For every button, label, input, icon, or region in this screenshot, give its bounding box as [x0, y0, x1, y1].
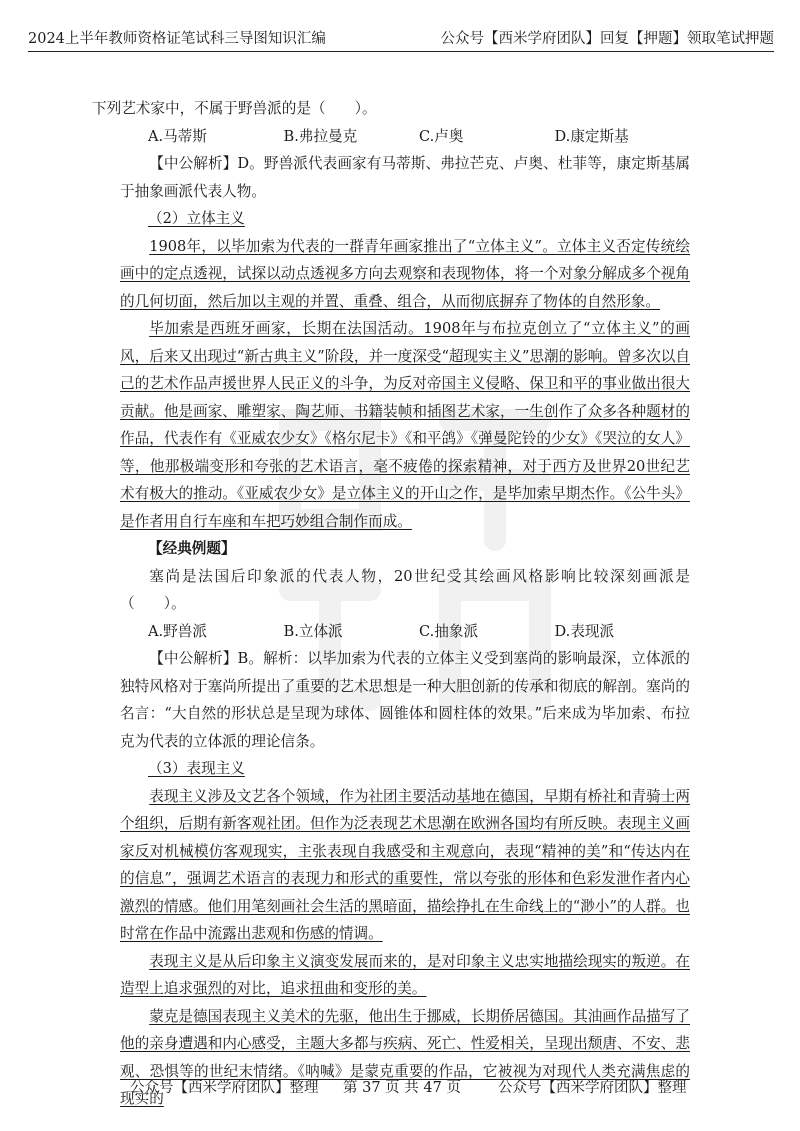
- header-title: 2024上半年教师资格证笔试科三导图知识汇编: [28, 31, 326, 47]
- footer-right: 公众号【西米学府团队】整理: [498, 1080, 687, 1096]
- option-c: C.卢奥: [419, 127, 464, 145]
- expressionism-paragraph-2: 表现主义是从后印象主义演变发展而来的，是对印象主义忠实地描绘现实的叛逆。在造型上追求强烈的对比，追求扭曲和变形的美。: [120, 952, 690, 997]
- example-options: [120, 618, 690, 646]
- example-analysis: 【中公解析】B。解析：以毕加索为代表的立体主义受到塞尚的影响最深，立体派的独特风格对于塞尚所提出了重要的艺术思想是一种大胆创新的传承和彻底的解剖。塞尚的名言：“大自然的形状总是呈现为球体、圆锥体和圆柱体的效果。”后来成为毕加索、布拉克为代表的立体派的理论信条。: [120, 650, 690, 750]
- example-option-c: C.抽象派: [419, 622, 479, 640]
- page-number: 第 37 页 共 47 页: [343, 1080, 461, 1096]
- page-header: [28, 22, 774, 52]
- expressionism-paragraph-1: 表现主义涉及文艺各个领域，作为社团主要活动基地在德国，早期有桥社和青骑士两个组织，后期有新客观社团。但作为泛表现艺术思潮在欧洲各国均有所反映。表现主义画家反对机械模仿客观现实，主张表现自我感受和主观意向，表现“精神的美”和“传达内在的信息”，强调艺术语言的表现力和形式的重要性，常以夸张的形体和色彩发泄作者内心激烈的情感。他们用笔刻画社会生活的黑暗面，描绘挣扎在生命线上的“渺小”的人群。也时常在作品中流露出悲观和伤感的情调。: [120, 787, 690, 942]
- question-analysis: 【中公解析】D。野兽派代表画家有马蒂斯、弗拉芒克、卢奥、杜菲等，康定斯基属于抽象画派代表人物。: [120, 155, 690, 200]
- section-heading-expressionism: （3）表现主义: [148, 760, 245, 777]
- question-options: [120, 123, 690, 151]
- example-stem: 塞尚是法国后印象派的代表人物，20世纪受其绘画风格影响比较深刻画派是（ ）。: [120, 567, 690, 612]
- option-a: A.马蒂斯: [148, 127, 207, 145]
- footer-left: 公众号【西米学府团队】整理: [130, 1080, 319, 1096]
- example-option-d: D.表现派: [554, 622, 615, 640]
- cubism-paragraph-1: 1908年，以毕加索为代表的一群青年画家推出了“立体主义”。立体主义否定传统绘画中的定点透视，试探以动点透视多方向去观察和表现物体，将一个对象分解成多个视角的几何切面，然后加以主观的并置、重叠、组合，从而彻底摒弃了物体的自然形象。: [120, 237, 690, 310]
- document-body: [92, 95, 690, 1113]
- example-option-b: B.立体派: [283, 622, 343, 640]
- option-b: B.弗拉曼克: [283, 127, 358, 145]
- cubism-paragraph-2: 毕加索是西班牙画家，长期在法国活动。1908年与布拉克创立了“立体主义”的画风，后来又出现过“新古典主义”阶段，并一度深受“超现实主义”思潮的影响。曾多次以自己的艺术作品声援世界人民正义的斗争，为反对帝国主义侵略、保卫和平的事业做出很大贡献。他是画家、雕塑家、陶艺师、书籍装帧和插图艺术家，一生创作了众多各种题材的作品，代表作有《亚威农少女》《格尔尼卡》《和平鸽》《弹曼陀铃的少女》《哭泣的女人》等，他那极端变形和夸张的艺术语言，毫不疲倦的探索精神，对于西方及世界20世纪艺术有极大的推动。《亚威农少女》是立体主义的开山之作，是毕加索早期杰作。《公牛头》是作者用自行车座和车把巧妙组合制作而成。: [120, 320, 690, 530]
- option-d: D.康定斯基: [554, 127, 629, 145]
- header-promo: 公众号【西米学府团队】回复【押题】领取笔试押题: [440, 31, 774, 47]
- expressionism-paragraph-3: 蒙克是德国表现主义美术的先驱，他出生于挪威，长期侨居德国。其油画作品描写了他的亲身遭遇和内心感受，主题大多都与疾病、死亡、性爱相关，呈现出颓唐、不安、悲观、恐惧等的世纪末情绪。《呐喊》是蒙克重要的作品，它被视为对现代人类充满焦虑的现实的: [120, 1007, 690, 1107]
- question-stem: 下列艺术家中，不属于野兽派的是（ ）。: [92, 100, 377, 117]
- example-label: 【经典例题】: [148, 540, 236, 557]
- section-heading-cubism: （2）立体主义: [148, 210, 245, 227]
- example-option-a: A.野兽派: [148, 622, 207, 640]
